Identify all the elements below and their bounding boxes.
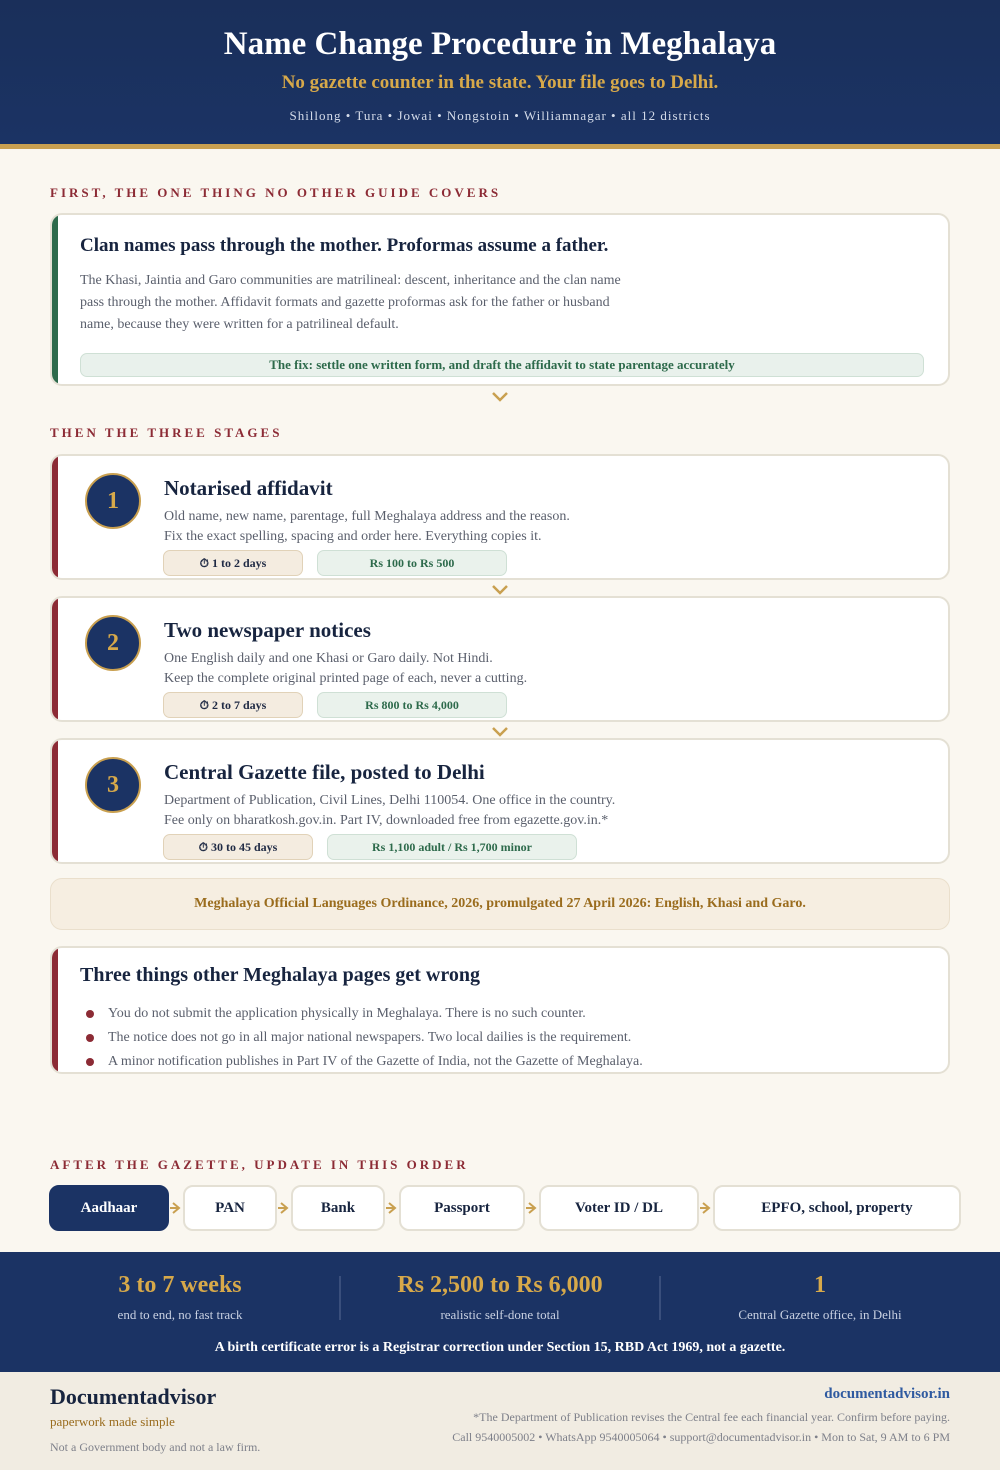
cost-badge: Rs 1,100 adult / Rs 1,700 minor (327, 834, 577, 860)
website-link[interactable]: documentadvisor.in (824, 1386, 950, 1402)
arrow-right-icon (700, 1201, 712, 1215)
fee-footnote: *The Department of Publication revises the Central fee each financial year. Confirm before paying. (473, 1410, 950, 1424)
card-accent-bar (52, 215, 58, 384)
stat-label: end to end, no fast track (117, 1307, 243, 1322)
stage-description: Fix the exact spelling, spacing and order here. Everything copies it. (164, 529, 542, 544)
stage-number: 1 (85, 473, 141, 529)
stage-title: Notarised affidavit (164, 476, 333, 500)
brand-name: Documentadvisor (50, 1384, 217, 1409)
matrilineal-title: Clan names pass through the mother. Proformas assume a father. (80, 235, 609, 256)
stat-label: realistic self-done total (440, 1307, 560, 1322)
chevron-down-icon (491, 726, 509, 738)
chip-pan[interactable]: PAN (183, 1185, 277, 1231)
stat-office (670, 1272, 970, 1323)
duration-badge: ⏱ 30 to 45 days (163, 834, 313, 860)
chip-voter-id[interactable]: Voter ID / DL (539, 1185, 699, 1231)
disclaimer-text: Not a Government body and not a law firm. (50, 1440, 261, 1454)
arrow-right-icon (278, 1201, 290, 1215)
stat-divider (339, 1276, 341, 1320)
stat-duration (30, 1272, 330, 1323)
list-item: A minor notification publishes in Part IV of the Gazette of India, not the Gazette of Meghalaya. (86, 1050, 643, 1074)
card-accent-bar (52, 948, 58, 1072)
stat-cost (350, 1272, 650, 1323)
arrow-right-icon (386, 1201, 398, 1215)
stage-title: Central Gazette file, posted to Delhi (164, 760, 485, 784)
stage-description: Fee only on bharatkosh.gov.in. Part IV, downloaded free from egazette.gov.in.* (164, 813, 609, 828)
hero-header (0, 0, 1000, 144)
cost-badge: Rs 800 to Rs 4,000 (317, 692, 507, 718)
stat-value: 3 to 7 weeks (118, 1272, 242, 1298)
duration-badge: ⏱ 1 to 2 days (163, 550, 303, 576)
stage-card-gazette (50, 738, 950, 864)
matrilineal-card (50, 213, 950, 386)
update-order-flow (0, 1185, 1000, 1231)
page-subtitle: No gazette counter in the state. Your file goes to Delhi. (281, 72, 719, 93)
chevron-down-icon (491, 391, 509, 403)
stat-divider (659, 1276, 661, 1320)
footer (0, 1372, 1000, 1470)
stage-number: 2 (85, 615, 141, 671)
chip-passport[interactable]: Passport (399, 1185, 525, 1231)
stage-description: Department of Publication, Civil Lines, Delhi 110054. One office in the country. (164, 793, 616, 808)
stage-card-affidavit (50, 454, 950, 580)
duration-badge: ⏱ 2 to 7 days (163, 692, 303, 718)
card-accent-bar (52, 598, 58, 720)
stage-description: One English daily and one Khasi or Garo daily. Not Hindi. (164, 651, 493, 666)
chip-epfo[interactable]: EPFO, school, property (713, 1185, 961, 1231)
cost-badge: Rs 100 to Rs 500 (317, 550, 507, 576)
brand-tagline: paperwork made simple (50, 1414, 175, 1429)
chip-aadhaar[interactable]: Aadhaar (49, 1185, 169, 1231)
hero-divider (0, 144, 1000, 149)
contact-line: Call 9540005002 • WhatsApp 9540005064 • support@documentadvisor.in • Mon to Sat, 9 AM to 6 PM (452, 1430, 950, 1444)
districts-line: Shillong • Tura • Jowai • Nongstoin • Williamnagar • all 12 districts (289, 108, 711, 123)
card-accent-bar (52, 740, 58, 862)
section-kicker-first: FIRST, THE ONE THING NO OTHER GUIDE COVERS (50, 185, 502, 200)
ordinance-banner: Meghalaya Official Languages Ordinance, 2026, promulgated 27 April 2026: English, Khasi and Garo. (50, 878, 950, 930)
stage-card-newspaper (50, 596, 950, 722)
matrilineal-body: The Khasi, Jaintia and Garo communities are matrilineal: descent, inheritance and the clan name pass through the mother. Affidavit formats and gazette proformas ask for the father or husband name, because they were written for a patrilineal default. (80, 273, 621, 332)
mistakes-list (86, 1002, 643, 1074)
list-item: You do not submit the application physically in Meghalaya. There is no such counter. (86, 1002, 643, 1026)
fix-banner: The fix: settle one written form, and draft the affidavit to state parentage accurately (80, 353, 924, 377)
mistakes-card (50, 946, 950, 1074)
chevron-down-icon (491, 584, 509, 596)
birth-certificate-note: A birth certificate error is a Registrar correction under Section 15, RBD Act 1969, not a gazette. (214, 1340, 786, 1355)
stage-description: Keep the complete original printed page of each, never a cutting. (164, 671, 528, 686)
page-title: Name Change Procedure in Meghalaya (223, 26, 777, 62)
section-kicker-update: AFTER THE GAZETTE, UPDATE IN THIS ORDER (50, 1157, 469, 1172)
arrow-right-icon (526, 1201, 538, 1215)
stat-label: Central Gazette office, in Delhi (738, 1307, 902, 1322)
chip-bank[interactable]: Bank (291, 1185, 385, 1231)
stat-value: Rs 2,500 to Rs 6,000 (397, 1272, 603, 1298)
stage-title: Two newspaper notices (164, 618, 371, 642)
stage-description: Old name, new name, parentage, full Meghalaya address and the reason. (164, 509, 570, 524)
list-item: The notice does not go in all major national newspapers. Two local dailies is the requirement. (86, 1026, 643, 1050)
mistakes-title: Three things other Meghalaya pages get wrong (80, 964, 480, 986)
stat-value: 1 (814, 1272, 826, 1298)
arrow-right-icon (170, 1201, 182, 1215)
card-accent-bar (52, 456, 58, 578)
section-kicker-stages: THEN THE THREE STAGES (50, 425, 283, 440)
stage-number: 3 (85, 757, 141, 813)
stats-band (0, 1252, 1000, 1372)
